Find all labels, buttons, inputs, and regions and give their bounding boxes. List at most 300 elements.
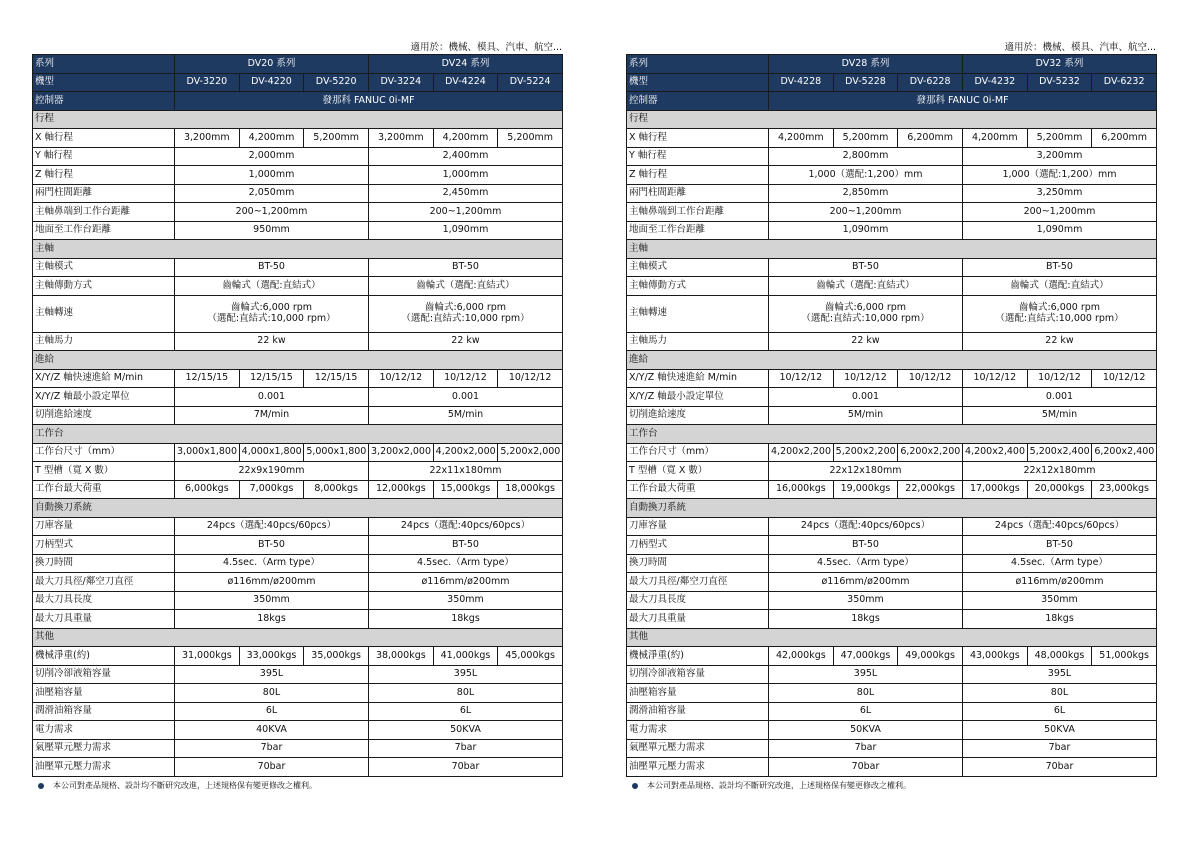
- spec-label: 最大刀具徑/鄰空刀直徑: [627, 573, 769, 592]
- spec-table: [626, 54, 1157, 777]
- spec-value: 4,200mm: [769, 129, 834, 148]
- controller-row: [33, 92, 563, 111]
- spec-row: [627, 147, 1157, 166]
- spec-label: 換刀時間: [33, 554, 175, 573]
- spec-row: [627, 443, 1157, 462]
- controller-value: 發那科 FANUC 0i-MF: [175, 92, 563, 111]
- spec-value: 3,200mm: [175, 129, 240, 148]
- spec-row: [627, 591, 1157, 610]
- spec-value: 5,200mm: [1027, 129, 1092, 148]
- spec-row: [33, 739, 563, 758]
- spec-value: 200~1,200mm: [769, 203, 963, 222]
- spec-value: 80L: [963, 684, 1157, 703]
- spec-value: 12/15/15: [239, 369, 304, 388]
- spec-label: X/Y/Z 軸最小設定單位: [627, 388, 769, 407]
- spec-value: 20,000kgs: [1027, 480, 1092, 499]
- spec-row: [627, 406, 1157, 425]
- spec-label: 氣壓單元壓力需求: [627, 739, 769, 758]
- spec-value: 35,000kgs: [304, 647, 369, 666]
- spec-value: 395L: [769, 665, 963, 684]
- spec-label: 機械淨重(約): [627, 647, 769, 666]
- spec-label: 最大刀具重量: [627, 610, 769, 629]
- spec-row: [627, 462, 1157, 481]
- spec-value: BT-50: [963, 258, 1157, 277]
- spec-row: [627, 554, 1157, 573]
- section-title: 進給: [33, 351, 563, 370]
- spec-label: X 軸行程: [627, 129, 769, 148]
- spec-value: 22x11x180mm: [369, 462, 563, 481]
- model-name: DV-5228: [833, 73, 898, 92]
- spec-value: [769, 295, 963, 332]
- spec-value: 22 kw: [769, 332, 963, 351]
- spec-row: [627, 702, 1157, 721]
- spec-label: 主軸傳動方式: [627, 277, 769, 296]
- spec-label: Z 軸行程: [33, 166, 175, 185]
- spec-value: 10/12/12: [498, 369, 563, 388]
- spec-value-line: （選配:直結式:10,000 rpm）: [401, 312, 530, 324]
- spec-value: 6L: [769, 702, 963, 721]
- spec-value: [369, 295, 563, 332]
- spec-value: ø116mm/ø200mm: [175, 573, 369, 592]
- spec-value: 齒輪式（選配:直結式）: [963, 277, 1157, 296]
- spec-value: 0.001: [769, 388, 963, 407]
- spec-row: [627, 517, 1157, 536]
- spec-value: 33,000kgs: [239, 647, 304, 666]
- spec-value: BT-50: [769, 536, 963, 555]
- section-header-row: [627, 110, 1157, 129]
- spec-label: X/Y/Z 軸快速進給 M/min: [627, 369, 769, 388]
- spec-value: 1,000（選配:1,200）mm: [963, 166, 1157, 185]
- applications-note: 適用於：機械、模具、汽車、航空...: [410, 42, 562, 53]
- spec-value: 24pcs（選配:40pcs/60pcs）: [963, 517, 1157, 536]
- spec-value: 12/15/15: [304, 369, 369, 388]
- spec-value: 5M/min: [769, 406, 963, 425]
- spec-label: 工作台最大荷重: [627, 480, 769, 499]
- spec-label: 主軸模式: [627, 258, 769, 277]
- spec-value: 200~1,200mm: [175, 203, 369, 222]
- spec-value: 4,200mm: [963, 129, 1028, 148]
- spec-value: 40KVA: [175, 721, 369, 740]
- header-label: [33, 55, 175, 74]
- spec-label: 最大刀具長度: [627, 591, 769, 610]
- spec-value: 6L: [963, 702, 1157, 721]
- spec-value: ø116mm/ø200mm: [963, 573, 1157, 592]
- spec-value: 齒輪式（選配:直結式）: [175, 277, 369, 296]
- header-label-text: 系列: [629, 57, 649, 69]
- spec-value: 齒輪式（選配:直結式）: [369, 277, 563, 296]
- spec-row: [33, 610, 563, 629]
- spec-row: [627, 684, 1157, 703]
- spec-label: 最大刀具長度: [33, 591, 175, 610]
- spec-value: 200~1,200mm: [369, 203, 563, 222]
- spec-value: 12,000kgs: [369, 480, 434, 499]
- spec-label: 工作台最大荷重: [33, 480, 175, 499]
- spec-value: BT-50: [369, 258, 563, 277]
- spec-value-line: 齒輪式:6,000 rpm: [230, 302, 313, 314]
- spec-label: 主軸鼻端到工作台距離: [627, 203, 769, 222]
- spec-value-line: 齒輪式:6,000 rpm: [1018, 302, 1101, 314]
- spec-value: 10/12/12: [369, 369, 434, 388]
- controller-label: 控制器: [33, 92, 175, 111]
- spec-value: 3,000x1,800: [175, 443, 240, 462]
- spec-row: [33, 129, 563, 148]
- controller-value: 發那科 FANUC 0i-MF: [769, 92, 1157, 111]
- spec-row: [33, 665, 563, 684]
- spec-value: 6,200mm: [898, 129, 963, 148]
- spec-label: 地面至工作台距離: [627, 221, 769, 240]
- section-header-row: [33, 110, 563, 129]
- spec-value: 6L: [369, 702, 563, 721]
- spec-label: 刀柄型式: [627, 536, 769, 555]
- spec-value: 5,200x2,200: [833, 443, 898, 462]
- section-title: 其他: [627, 628, 1157, 647]
- spec-value: 18kgs: [369, 610, 563, 629]
- spec-value: 2,050mm: [175, 184, 369, 203]
- spec-label: 潤滑油箱容量: [33, 702, 175, 721]
- spec-value: 4,200mm: [433, 129, 498, 148]
- spec-value: 70bar: [175, 758, 369, 777]
- spec-label: 刀庫容量: [627, 517, 769, 536]
- footnote-text: 本公司對產品規格、設計均不斷研究改進，上述規格保有變更修改之權利。: [647, 781, 911, 790]
- section-header-row: [627, 499, 1157, 518]
- spec-row: [627, 610, 1157, 629]
- spec-label: 潤滑油箱容量: [627, 702, 769, 721]
- spec-row: [33, 702, 563, 721]
- spec-value: 4,200x2,000: [433, 443, 498, 462]
- spec-value: 10/12/12: [833, 369, 898, 388]
- model-name: DV-5232: [1027, 73, 1092, 92]
- spec-label: T 型槽（寬 X 數）: [627, 462, 769, 481]
- spec-label: 最大刀具重量: [33, 610, 175, 629]
- spec-label: 油壓箱容量: [627, 684, 769, 703]
- spec-value: 2,800mm: [769, 147, 963, 166]
- model-header-row: [33, 73, 563, 92]
- spec-label: 換刀時間: [627, 554, 769, 573]
- spec-value: 350mm: [769, 591, 963, 610]
- spec-row: [627, 332, 1157, 351]
- spec-value: 1,000mm: [175, 166, 369, 185]
- model-name: DV-3220: [175, 73, 240, 92]
- spec-value: 70bar: [963, 758, 1157, 777]
- spec-value: 6,000kgs: [175, 480, 240, 499]
- section-title: 主軸: [33, 240, 563, 259]
- header-label-text: 系列: [35, 57, 55, 69]
- spec-row: [627, 369, 1157, 388]
- header-label: [627, 73, 769, 92]
- spec-value: 4.5sec.（Arm type）: [963, 554, 1157, 573]
- series-header-row: [627, 55, 1157, 74]
- spec-row: [33, 406, 563, 425]
- spec-value: 10/12/12: [963, 369, 1028, 388]
- spec-table: [32, 54, 563, 777]
- spec-row: [33, 258, 563, 277]
- section-title: 行程: [627, 110, 1157, 129]
- section-title: 主軸: [627, 240, 1157, 259]
- spec-row: [33, 221, 563, 240]
- spec-value: BT-50: [963, 536, 1157, 555]
- model-name: DV-4232: [963, 73, 1028, 92]
- spec-row: [33, 536, 563, 555]
- spec-value: 18kgs: [175, 610, 369, 629]
- spec-value: 4,200x2,400: [963, 443, 1028, 462]
- spec-row: [627, 739, 1157, 758]
- spec-value: 350mm: [175, 591, 369, 610]
- spec-row: [627, 388, 1157, 407]
- spec-row: [627, 203, 1157, 222]
- spec-label: X/Y/Z 軸快速進給 M/min: [33, 369, 175, 388]
- spec-value: 22x9x190mm: [175, 462, 369, 481]
- spec-value: 31,000kgs: [175, 647, 240, 666]
- series-name: DV32 系列: [963, 55, 1157, 74]
- spec-row: [627, 184, 1157, 203]
- section-title: 自動換刀系統: [627, 499, 1157, 518]
- spec-row: [33, 388, 563, 407]
- spec-value: 3,200mm: [963, 147, 1157, 166]
- model-name: DV-3224: [369, 73, 434, 92]
- spec-value: 18kgs: [963, 610, 1157, 629]
- spec-label: Z 軸行程: [627, 166, 769, 185]
- spec-value: 1,000mm: [369, 166, 563, 185]
- spec-label: 最大刀具徑/鄰空刀直徑: [33, 573, 175, 592]
- section-header-row: [33, 351, 563, 370]
- spec-value: 4.5sec.（Arm type）: [175, 554, 369, 573]
- spec-value: 395L: [963, 665, 1157, 684]
- section-header-row: [627, 425, 1157, 444]
- spec-label: 工作台尺寸（mm）: [33, 443, 175, 462]
- spec-label: 主軸傳動方式: [33, 277, 175, 296]
- header-label: [33, 73, 175, 92]
- spec-value: 16,000kgs: [769, 480, 834, 499]
- spec-label: 電力需求: [627, 721, 769, 740]
- spec-value: 12/15/15: [175, 369, 240, 388]
- spec-row: [627, 480, 1157, 499]
- spec-label: 刀庫容量: [33, 517, 175, 536]
- section-header-row: [627, 240, 1157, 259]
- spec-label: 電力需求: [33, 721, 175, 740]
- spec-row: [627, 129, 1157, 148]
- spec-value: 50KVA: [963, 721, 1157, 740]
- spec-row: [627, 647, 1157, 666]
- footnote: [38, 780, 317, 791]
- spec-value: BT-50: [175, 258, 369, 277]
- section-title: 自動換刀系統: [33, 499, 563, 518]
- spec-value: 350mm: [963, 591, 1157, 610]
- spec-value: 10/12/12: [769, 369, 834, 388]
- spec-row: [33, 758, 563, 777]
- spec-value: 70bar: [769, 758, 963, 777]
- spec-row: [627, 758, 1157, 777]
- spec-value: BT-50: [369, 536, 563, 555]
- spec-value: 4.5sec.（Arm type）: [769, 554, 963, 573]
- spec-value: 22 kw: [369, 332, 563, 351]
- spec-label: 主軸馬力: [33, 332, 175, 351]
- spec-label: X 軸行程: [33, 129, 175, 148]
- series-header-row: [33, 55, 563, 74]
- spec-value: 3,200mm: [369, 129, 434, 148]
- spec-label: 主軸轉速: [33, 295, 175, 332]
- spec-label: 機械淨重(約): [33, 647, 175, 666]
- header-label: [627, 55, 769, 74]
- spec-value-line: （選配:直結式:10,000 rpm）: [207, 312, 336, 324]
- spec-value: 2,000mm: [175, 147, 369, 166]
- header-label-text: 機型: [629, 76, 649, 88]
- section-title: 工作台: [33, 425, 563, 444]
- spec-value-line: 齒輪式:6,000 rpm: [424, 302, 507, 314]
- series-name: DV20 系列: [175, 55, 369, 74]
- spec-value: 7bar: [369, 739, 563, 758]
- spec-value: 395L: [369, 665, 563, 684]
- applications-note: 適用於：機械、模具、汽車、航空...: [1004, 42, 1156, 53]
- spec-label: Y 軸行程: [33, 147, 175, 166]
- spec-value: 1,000（選配:1,200）mm: [769, 166, 963, 185]
- spec-row: [33, 332, 563, 351]
- spec-label: 氣壓單元壓力需求: [33, 739, 175, 758]
- spec-value: 5,200mm: [498, 129, 563, 148]
- controller-label: 控制器: [627, 92, 769, 111]
- spec-label: 切削冷卻液箱容量: [33, 665, 175, 684]
- spec-label: X/Y/Z 軸最小設定單位: [33, 388, 175, 407]
- spec-value: 4.5sec.（Arm type）: [369, 554, 563, 573]
- model-name: DV-4228: [769, 73, 834, 92]
- section-header-row: [33, 425, 563, 444]
- series-name: DV28 系列: [769, 55, 963, 74]
- spec-value: 23,000kgs: [1092, 480, 1157, 499]
- spec-value: 5M/min: [369, 406, 563, 425]
- spec-value: 3,250mm: [963, 184, 1157, 203]
- spec-value: 4,200mm: [239, 129, 304, 148]
- spec-label: 切削進給速度: [627, 406, 769, 425]
- spec-row: [627, 221, 1157, 240]
- spec-value: 7bar: [175, 739, 369, 758]
- spec-label: 油壓單元壓力需求: [627, 758, 769, 777]
- spec-value: 80L: [769, 684, 963, 703]
- spec-value: 38,000kgs: [369, 647, 434, 666]
- spec-row: [33, 295, 563, 332]
- spec-row: [627, 295, 1157, 332]
- spec-row: [33, 462, 563, 481]
- section-title: 行程: [33, 110, 563, 129]
- spec-label: 地面至工作台距離: [33, 221, 175, 240]
- spec-value: 7bar: [769, 739, 963, 758]
- spec-row: [33, 166, 563, 185]
- spec-row: [33, 591, 563, 610]
- spec-value: 7,000kgs: [239, 480, 304, 499]
- spec-row: [33, 480, 563, 499]
- spec-value: 22x12x180mm: [769, 462, 963, 481]
- spec-label: 主軸模式: [33, 258, 175, 277]
- spec-row: [627, 258, 1157, 277]
- spec-label: 油壓單元壓力需求: [33, 758, 175, 777]
- spec-label: 切削冷卻液箱容量: [627, 665, 769, 684]
- spec-label: 主軸鼻端到工作台距離: [33, 203, 175, 222]
- spec-value: 5,200mm: [833, 129, 898, 148]
- spec-row: [33, 203, 563, 222]
- spec-value: 24pcs（選配:40pcs/60pcs）: [369, 517, 563, 536]
- spec-value-line: 齒輪式:6,000 rpm: [824, 302, 907, 314]
- controller-row: [627, 92, 1157, 111]
- spec-value: 24pcs（選配:40pcs/60pcs）: [769, 517, 963, 536]
- spec-label: 切削進給速度: [33, 406, 175, 425]
- spec-row: [33, 517, 563, 536]
- spec-value: 22x12x180mm: [963, 462, 1157, 481]
- spec-value: 350mm: [369, 591, 563, 610]
- section-header-row: [33, 240, 563, 259]
- spec-value: BT-50: [175, 536, 369, 555]
- spec-label: 主軸馬力: [627, 332, 769, 351]
- spec-value: 48,000kgs: [1027, 647, 1092, 666]
- spec-value: 43,000kgs: [963, 647, 1028, 666]
- section-title: 其他: [33, 628, 563, 647]
- spec-value: 8,000kgs: [304, 480, 369, 499]
- spec-value: 50KVA: [369, 721, 563, 740]
- spec-value: 10/12/12: [433, 369, 498, 388]
- spec-value: 2,850mm: [769, 184, 963, 203]
- spec-value: 3,200x2,000: [369, 443, 434, 462]
- spec-value: 1,090mm: [963, 221, 1157, 240]
- spec-value-line: （選配:直結式:10,000 rpm）: [801, 312, 930, 324]
- spec-value: 42,000kgs: [769, 647, 834, 666]
- spec-value: 7M/min: [175, 406, 369, 425]
- spec-row: [33, 647, 563, 666]
- spec-value: 10/12/12: [1092, 369, 1157, 388]
- spec-value: 200~1,200mm: [963, 203, 1157, 222]
- spec-value: 395L: [175, 665, 369, 684]
- spec-value: 49,000kgs: [898, 647, 963, 666]
- spec-row: [627, 166, 1157, 185]
- spec-value: 19,000kgs: [833, 480, 898, 499]
- spec-value: 6,200x2,200: [898, 443, 963, 462]
- model-name: DV-4224: [433, 73, 498, 92]
- section-header-row: [627, 628, 1157, 647]
- spec-value: 2,450mm: [369, 184, 563, 203]
- spec-row: [33, 443, 563, 462]
- spec-value-line: （選配:直結式:10,000 rpm）: [995, 312, 1124, 324]
- section-header-row: [33, 499, 563, 518]
- model-name: DV-6232: [1092, 73, 1157, 92]
- spec-value: [963, 295, 1157, 332]
- spec-value: 50KVA: [769, 721, 963, 740]
- spec-label: 兩門柱間距離: [627, 184, 769, 203]
- spec-label: 刀柄型式: [33, 536, 175, 555]
- spec-value: 0.001: [963, 388, 1157, 407]
- spec-value: ø116mm/ø200mm: [369, 573, 563, 592]
- spec-value: 4,000x1,800: [239, 443, 304, 462]
- spec-label: T 型槽（寬 X 數）: [33, 462, 175, 481]
- section-header-row: [33, 628, 563, 647]
- spec-value: 45,000kgs: [498, 647, 563, 666]
- spec-value: 齒輪式（選配:直結式）: [769, 277, 963, 296]
- spec-value: 5,200x2,000: [498, 443, 563, 462]
- spec-value: [175, 295, 369, 332]
- spec-row: [33, 684, 563, 703]
- bullet-icon: [38, 783, 44, 789]
- spec-label: 主軸轉速: [627, 295, 769, 332]
- spec-label: 兩門柱間距離: [33, 184, 175, 203]
- section-header-row: [627, 351, 1157, 370]
- spec-row: [627, 536, 1157, 555]
- spec-value: 18kgs: [769, 610, 963, 629]
- spec-label: 油壓箱容量: [33, 684, 175, 703]
- section-title: 工作台: [627, 425, 1157, 444]
- spec-value: 5,200mm: [304, 129, 369, 148]
- spec-value: 2,400mm: [369, 147, 563, 166]
- spec-value: 15,000kgs: [433, 480, 498, 499]
- spec-row: [627, 665, 1157, 684]
- header-label-text: 機型: [35, 76, 55, 88]
- spec-value: 47,000kgs: [833, 647, 898, 666]
- spec-value: 17,000kgs: [963, 480, 1028, 499]
- spec-value: 4,200x2,200: [769, 443, 834, 462]
